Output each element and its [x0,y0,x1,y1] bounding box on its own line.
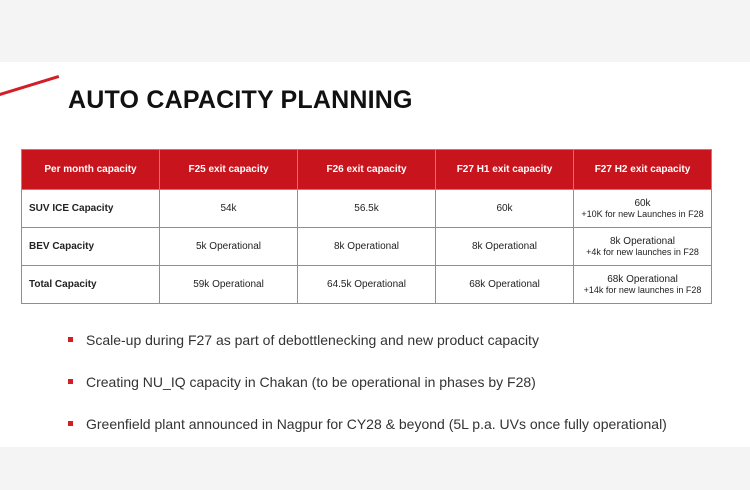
table-cell [574,266,712,304]
table-header-row [22,150,712,190]
table-row [22,190,712,228]
list-item [68,414,667,456]
cell-main-value: 60k [634,197,651,209]
cell-sub-note: +4k for new launches in F28 [586,246,699,257]
row-label: BEV Capacity [22,228,160,266]
row-label: Total Capacity [22,266,160,304]
header-f27-h1-exit: F27 H1 exit capacity [436,150,574,190]
table-cell: 64.5k Operational [298,266,436,304]
cell-sub-note: +10K for new Launches in F28 [581,208,704,219]
bullet-text: Scale-up during F27 as part of debottlenecking and new product capacity [86,332,539,348]
bullet-square-icon [68,379,73,384]
header-per-month-capacity: Per month capacity [22,150,160,190]
table-cell: 8k Operational [298,228,436,266]
table-cell: 56.5k [298,190,436,228]
header-f26-exit: F26 exit capacity [298,150,436,190]
table-row [22,228,712,266]
cell-sub-note: +14k for new launches in F28 [583,284,702,295]
bullet-square-icon [68,337,73,342]
bullet-square-icon [68,421,73,426]
header-f27-h2-exit: F27 H2 exit capacity [574,150,712,190]
table-cell [574,190,712,228]
table-cell: 60k [436,190,574,228]
table-cell: 5k Operational [160,228,298,266]
cell-main-value: 68k Operational [607,273,678,285]
table-cell [574,228,712,266]
table-cell: 68k Operational [436,266,574,304]
table-row [22,266,712,304]
capacity-table [21,149,712,304]
table-cell: 8k Operational [436,228,574,266]
cell-main-value: 8k Operational [609,235,676,247]
bullet-text: Greenfield plant announced in Nagpur for CY28 & beyond (5L p.a. UVs once fully operational) [86,416,667,432]
bullet-list [68,330,667,456]
row-label: SUV ICE Capacity [22,190,160,228]
bullet-text: Creating NU_IQ capacity in Chakan (to be operational in phases by F28) [86,374,536,390]
list-item [68,330,667,372]
table-cell: 54k [160,190,298,228]
header-f25-exit: F25 exit capacity [160,150,298,190]
slide-title: AUTO CAPACITY PLANNING [68,86,413,114]
table-cell: 59k Operational [160,266,298,304]
list-item [68,372,667,414]
